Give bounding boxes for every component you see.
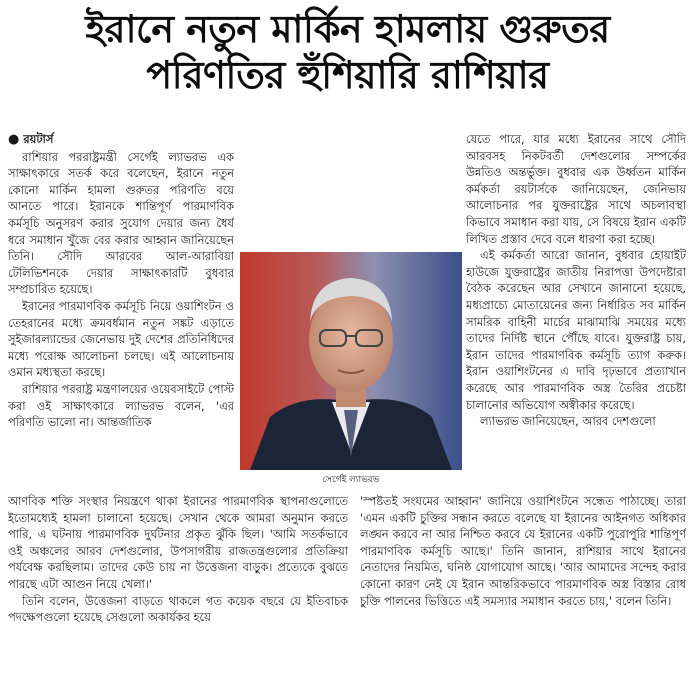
headline [0,6,695,98]
bottom-left-column [8,493,348,683]
byline-text: রয়টার্স [23,132,54,146]
photo [240,252,462,470]
bottom-left-paragraph: আণবিক শক্তি সংস্থার নিয়ন্ত্রণে থাকা ইরানের পারমাণবিক স্থাপনাগুলোতে ইতোমধ্যেই হামলা চালানো হয়েছে। সেখান থেকে আমরা অনুমান করতে পারি, এ ঘটনায় পারমাণবিক দুর্ঘটনার প্রকৃত ঝুঁকি ছিল। 'আমি সতর্কভাবে ওই অঞ্চলের আরব দেশগুলোর, উপসাগরীয় রাজতন্ত্রগুলোর প্রতিক্রিয়া পর্যবেক্ষ করছিলাম। তাদের কেউ চায় না উত্তেজনা বাড়ুক। প্রত্যেকে বুঝতে পারছে এটা আগুন নিয়ে খেলা।' [8,494,348,591]
byline [8,131,234,149]
bottom-left-paragraph: তিনি বলেন, উত্তেজনা বাড়তে থাকলে গত কয়েক বছরে যে ইতিবাচক পদক্ষেপগুলো হয়েছে সেগুলো অকার্যকর হয়ে [8,593,348,625]
portrait-image [240,252,462,470]
right-paragraph: এই কর্মকর্তা আরো জানান, বুধবার হোয়াইট হাউজে যুক্তরাষ্ট্রের জাতীয় নিরাপত্তা উপদেষ্টারা বৈঠক করেছেন আর সেখানে জানানো হয়েছে, মধ্যপ্রাচ্যে মোতায়েনের জন্য নির্ধারিত সব মার্কিন সামরিক বাহিনী মার্চের মাঝামাঝি সময়ের মধ্যে তাদের নির্দিষ্ট স্থানে পৌঁছে যাবে। যুক্তরাষ্ট্র চায়, ইরান তাদের পারমাণবিক কর্মসূচি ত্যাগ করুক। ইরান ওয়াশিংটনের এ দাবি দৃঢ়ভাবে প্রত্যাখান করেছে আর পারমাণবিক অস্ত্র তৈরির প্রচেষ্টা চালানোর অভিযোগ অস্বীকার করেছে। [466,248,686,412]
headline-line-2: পরিণতির হুঁশিয়ারি রাশিয়ার [146,53,549,97]
bottom-right-column [360,493,686,683]
right-paragraph: যেতে পারে, যার মধ্যে ইরানের সাথে সৌদি আরবসহ নিকটবর্তী দেশগুলোর সম্পর্কের উন্নতিও অন্তর্ভুক্ত। বুধবার এক উর্ধ্বতন মার্কিন কর্মকর্তা রয়টার্সকে জানিয়েছেন, জেনিভায় আলোচনার পর যুক্তরাষ্ট্রের সাথে অচলাবস্থা কিভাবে সমাধান করা যায়, সে বিষয়ে ইরান একটি লিখিত প্রস্তাব দেবে বলে ধারণা করা হচ্ছে। [466,132,686,246]
left-paragraph: রাশিয়ার পররাষ্ট্রমন্ত্রী সের্গেই ল্যাভরভ এক সাক্ষাৎকারে সতর্ক করে বলেছেন, ইরানে নতুন কোনো মার্কিন হামলা গুরুতর পরিণতি বয়ে আনতে পারে। ইরানকে শান্তিপূর্ণ পারমাণবিক কর্মসূচি অনুসরণ করার সুযোগ দেয়ার জন্য ধৈর্য ধরে সমাধান খুঁজে বের করার আহ্বান জানিয়েছেন তিনি। সৌদি আরবের আল-আরাবিয়া টেলিভিশনকে দেয়ার সাক্ষাৎকারটি বুধবার সম্প্রচারিত হয়েছে। [8,149,234,297]
right-column [466,131,686,491]
right-paragraph: ল্যাভরভ জানিয়েছেন, আরব দেশগুলো [480,414,656,429]
headline-line-1: ইরানে নতুন মার্কিন হামলায় গুরুতর [85,7,610,51]
bullet-icon: ● [8,132,20,147]
left-paragraph: ইরানের পারমাণবিক কর্মসূচি নিয়ে ওয়াশিংটন ও তেহরানের মধ্যে ক্রমবর্ধমান নতুন সঙ্কট এড়াতে সুইজারল্যান্ডের জেনেভায় দুই দেশের প্রতিনিধিদের মধ্যে পরোক্ষ আলোচনা চলছে। এই আলোচনায় ওমান মধ্যস্থতা করছে। [8,298,234,380]
left-paragraph: রাশিয়ার পররাষ্ট্র মন্ত্রণালয়ের ওয়েবসাইটে পোস্ট করা ওই সাক্ষাৎকারে ল্যাভরভ বলেন, 'এর পরিণতি ভালো না। আন্তর্জাতিক [8,381,234,430]
left-column [8,131,234,491]
bottom-right-paragraph: 'স্পষ্টতই সংযমের আহ্বান' জানিয়ে ওয়াশিংটনে সন্ধেত পাঠাচ্ছে। তারা 'এমন একটি চুক্তির সন্ধান করতে বলেছে যা ইরানের আইনগত অধিকার লঙ্ঘন করবে না আর নিশ্চিত করবে যে ইরানের একটি পুরোপুরি শান্তিপূর্ণ পারমাণবিক কর্মসূচি আছে।' তিনি জানান, রাশিয়ার সাথে ইরানের নেতাদের নিয়মিত, ঘনিষ্ঠ যোগাযোগ আছে। 'আর আমাদের সন্দেহ করার কোনো কারণ নেই যে ইরান আন্তরিকভাবে পারমাণবিক অস্ত্র বিস্তার রোধ চুক্তি পালনের ভিত্তিতে এই সমস্যার সমাধান করতে চায়,' বলেন তিনি। [360,494,686,608]
photo-caption: সের্গেই ল্যাভরভ [322,475,380,485]
